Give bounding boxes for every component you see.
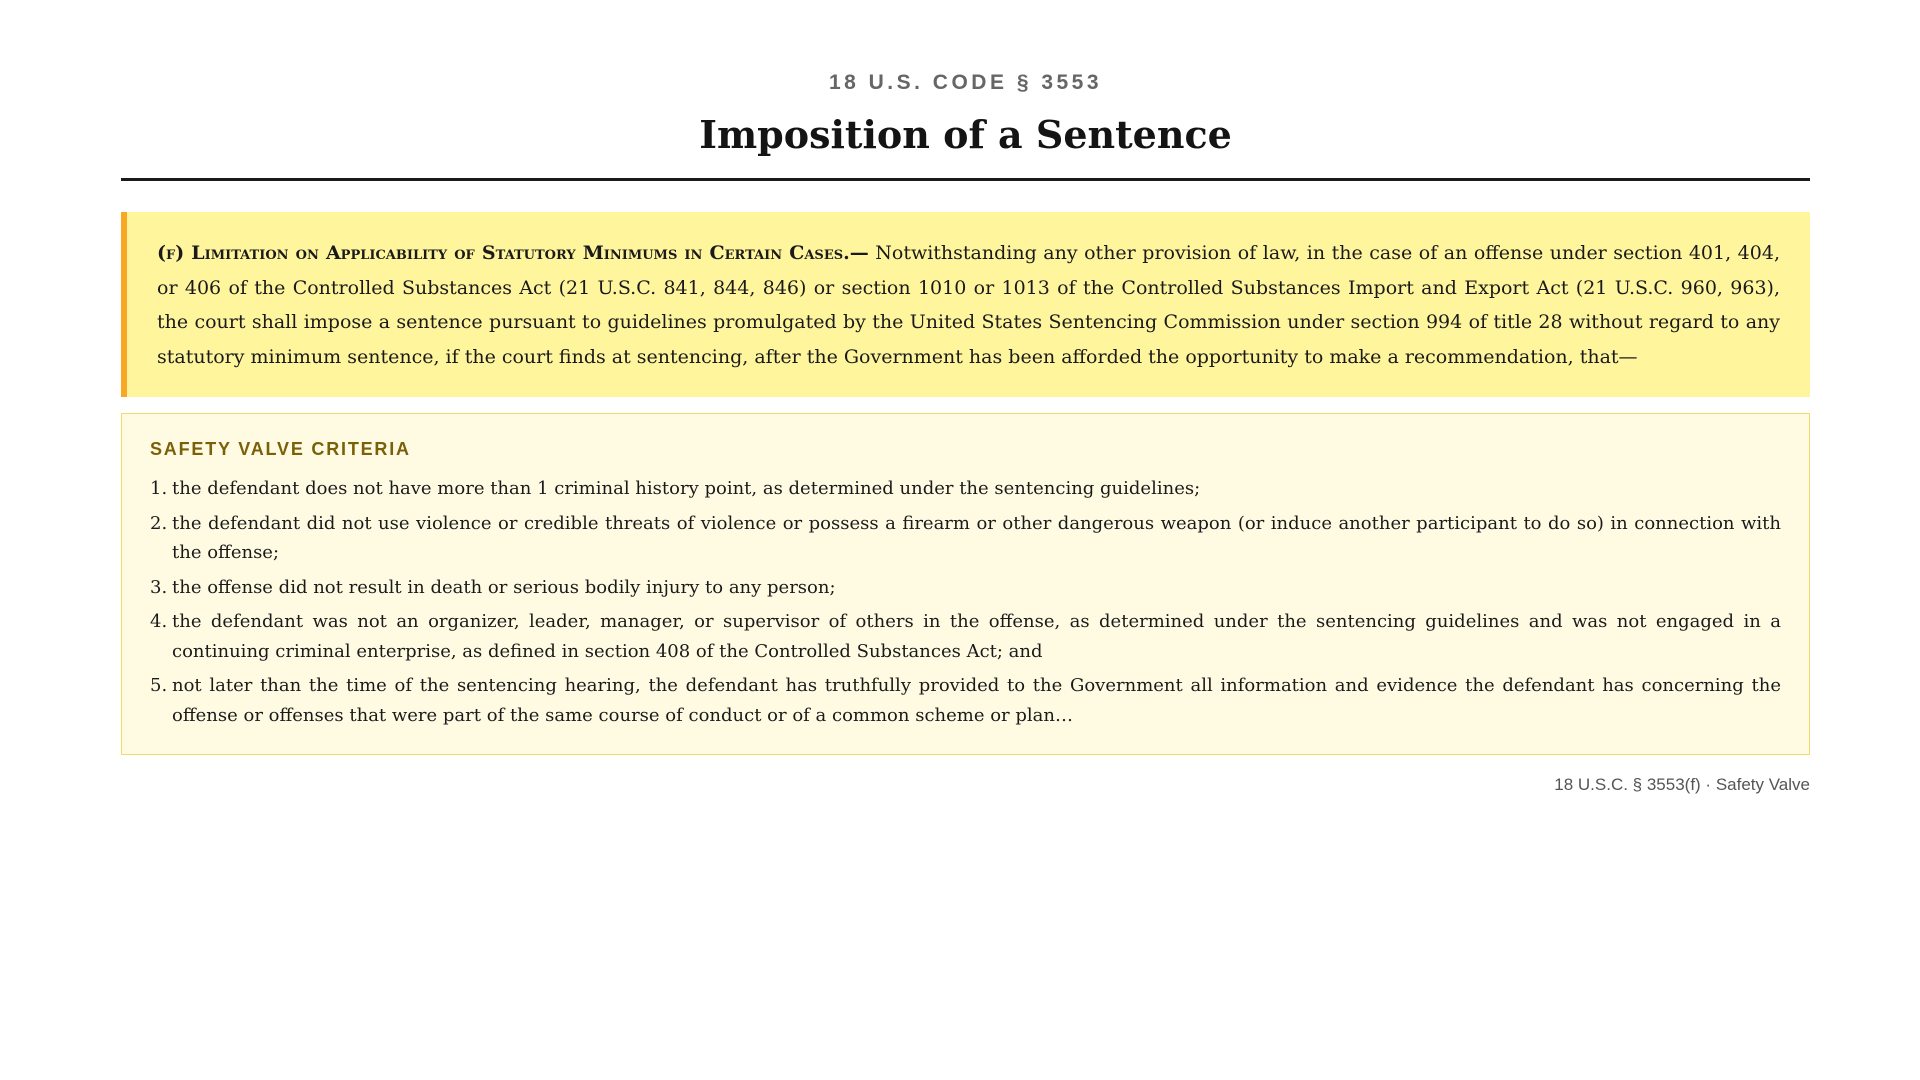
criteria-item-number: 2. [150, 512, 168, 534]
criteria-item-text: the defendant does not have more than 1 criminal history point, as determined under the sentencing guidelines; [172, 478, 1201, 499]
code-reference: 18 U.S. CODE § 3553 [828, 71, 1103, 94]
criteria-item-3 [150, 573, 1781, 603]
criteria-item-4 [150, 607, 1781, 666]
criteria-item-5 [150, 671, 1781, 730]
criteria-item-text: the offense did not result in death or serious bodily injury to any person; [172, 576, 836, 598]
safety-valve-criteria-box [121, 413, 1810, 755]
criteria-item-number: 5. [150, 675, 168, 696]
criteria-item-number: 4. [150, 611, 168, 632]
statute-header [121, 68, 1810, 160]
criteria-item-1 [150, 474, 1781, 504]
criteria-item-number: 1. [150, 478, 168, 499]
footer-citation: 18 U.S.C. § 3553(f) · Safety Valve [1554, 775, 1810, 794]
page-title: Imposition of a Sentence [699, 112, 1232, 157]
header-divider [121, 178, 1810, 181]
provision-heading: (f) Limitation on Applicability of Statutory Minimums in Certain Cases.— [157, 242, 869, 264]
criteria-item-text: not later than the time of the sentencing hearing, the defendant has truthfully provided to the Government all information and evidence the defendant has concerning the offense or offenses that were part of the same course of conduct or of a common scheme or plan… [172, 675, 1781, 726]
provision-text: Notwithstanding any other provision of law, in the case of an offense under section 401, 404, or 406 of the Controlled Substances Act (21 U.S.C. 841, 844, 846) or section 1010 or 1013 of the Controlled Substances Import and Export Act (21 U.S.C. 960, 963), the court shall impose a sentence pursuant to guidelines promulgated by the United States Sentencing Commission under section 994 of title 28 without regard to any statutory minimum sentence, if the court finds at sentencing, after the Government has been afforded the opportunity to make a recommendation, that— [157, 242, 1780, 368]
criteria-item-text: the defendant was not an organizer, leader, manager, or supervisor of others in the offense, as determined under the sentencing guidelines and was not engaged in a continuing criminal enterprise, as defined in section 408 of the Controlled Substances Act; and [172, 611, 1781, 662]
criteria-item-2 [150, 509, 1781, 568]
highlighted-provision [121, 212, 1810, 397]
criteria-item-number: 3. [150, 576, 168, 598]
provision-paragraph [157, 236, 1780, 374]
criteria-title: SAFETY VALVE CRITERIA [150, 439, 411, 459]
criteria-item-text: the defendant did not use violence or credible threats of violence or possess a firearm or other dangerous weapon (or induce another participant to do so) in connection with the offense; [172, 512, 1781, 563]
criteria-list [150, 474, 1781, 730]
